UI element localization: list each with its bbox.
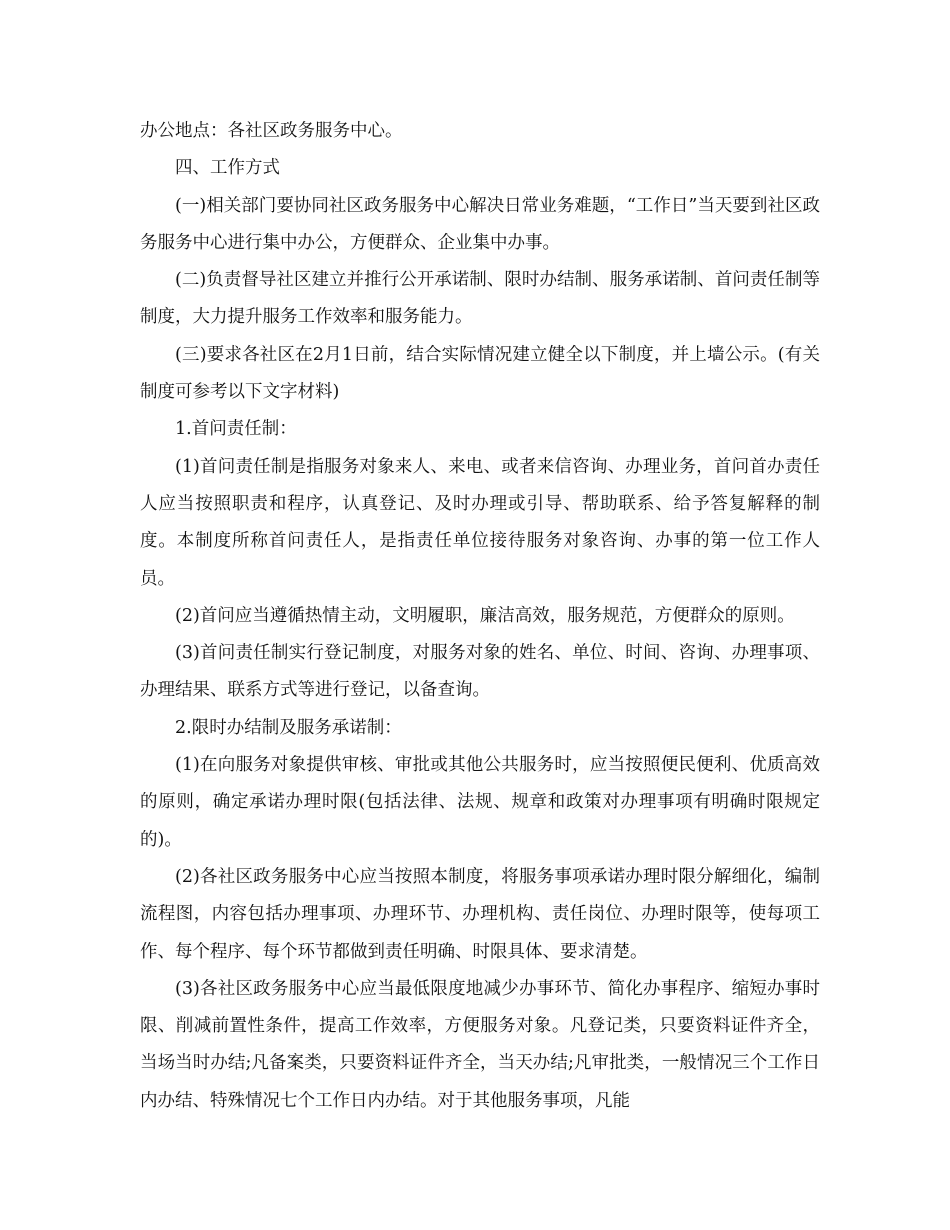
paragraph-time-limit-2: (2)各社区政务服务中心应当按照本制度，将服务事项承诺办理时限分解细化，编制流程图，内容包括办理事项、办理环节、办理机构、责任岗位、办理时限等，使每项工作、每个程序、每个环节都做到责任明确、时限具体、要求清楚。 (140, 866, 820, 962)
paragraph-office-location: 办公地点：各社区政务服务中心。 (140, 121, 403, 141)
paragraph-item-3: (三)要求各社区在2月1日前，结合实际情况建立健全以下制度，并上墙公示。(有关制度可参考以下文字材料) (140, 344, 820, 403)
paragraph-item-2: (二)负责督导社区建立并推行公开承诺制、限时办结制、服务承诺制、首问责任制等制度，大力提升服务工作效率和服务能力。 (140, 270, 820, 328)
paragraph-first-inquiry-2: (2)首问应当遵循热情主动，文明履职，廉洁高效，服务规范，方便群众的原则。 (175, 605, 795, 626)
paragraph-item-1: (一)相关部门要协同社区政务服务中心解决日常业务难题，“工作日”当天要到社区政务服务中心进行集中办公，方便群众、企业集中办事。 (140, 195, 820, 253)
subheading-first-inquiry: 1.首问责任制： (175, 419, 297, 440)
paragraph-time-limit-3: (3)各社区政务服务中心应当最低限度地减少办事环节、简化办事程序、缩短办事时限、削减前置性条件，提高工作效率，方便服务对象。凡登记类，只要资料证件齐全，当场当时办结;凡备案类，只要资料证件齐全，当天办结;凡审批类，一般情况三个工作日内办结、特殊情况七个工作日内办结。对于其他服务事项，凡能 (140, 978, 820, 1111)
subheading-time-limit: 2.限时办结制及服务承诺制： (175, 717, 402, 738)
paragraph-first-inquiry-1: (1)首问责任制是指服务对象来人、来电、或者来信咨询、办理业务，首问首办责任人应当按照职责和程序，认真登记、及时办理或引导、帮助联系、给予答复解释的制度。本制度所称首问责任人，是指责任单位接待服务对象咨询、办事的第一位工作人员。 (140, 456, 820, 589)
paragraph-first-inquiry-3: (3)首问责任制实行登记制度，对服务对象的姓名、单位、时间、咨询、办理事项、办理结果、联系方式等进行登记，以备查询。 (140, 643, 820, 701)
paragraph-time-limit-1: (1)在向服务对象提供审核、审批或其他公共服务时，应当按照便民便利、优质高效的原则，确定承诺办理时限(包括法律、法规、规章和政策对办理事项有明确时限规定的)。 (140, 755, 820, 850)
document-body (140, 113, 820, 1120)
section-heading-work-method: 四、工作方式 (175, 158, 280, 179)
